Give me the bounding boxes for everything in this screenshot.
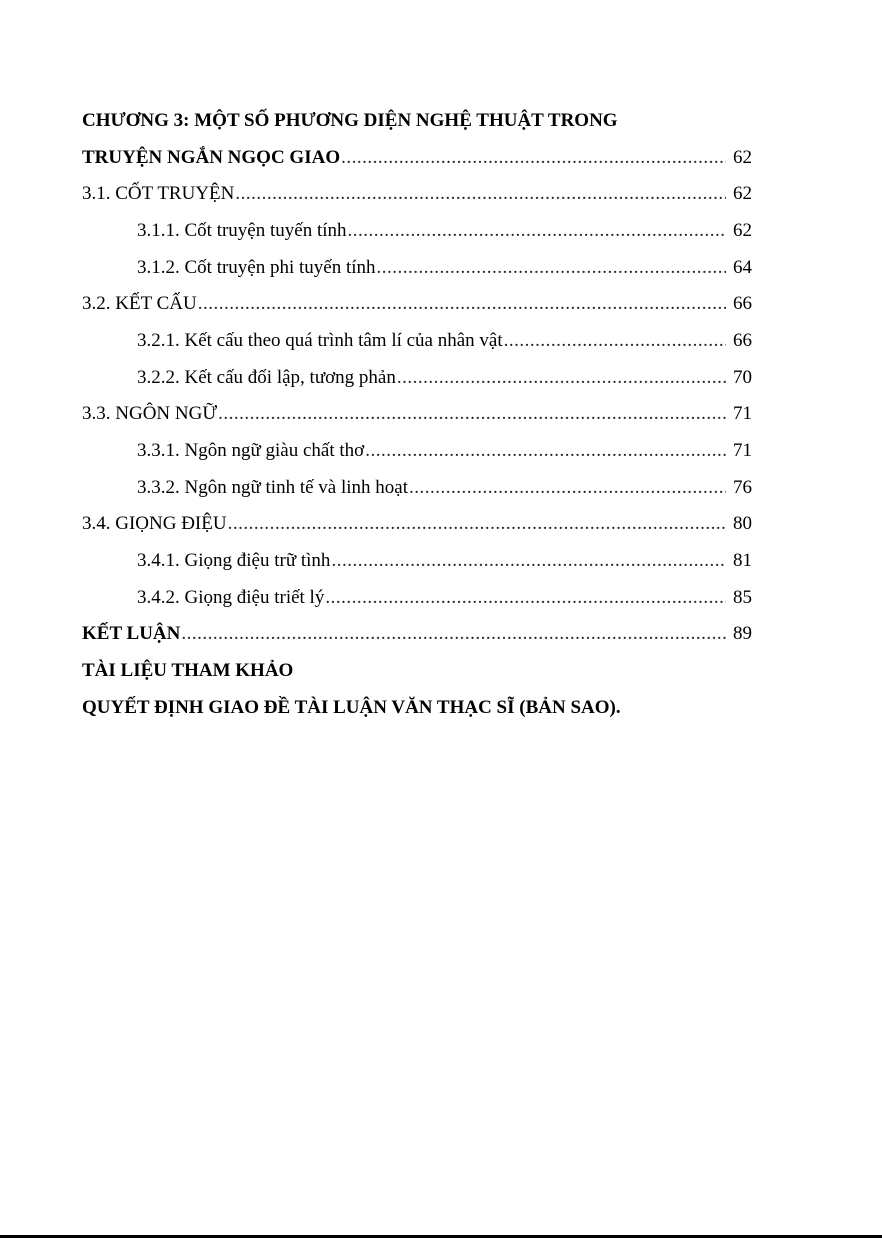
toc-entry[interactable] <box>82 616 752 653</box>
toc-entry[interactable] <box>82 249 752 286</box>
toc-entry-title: 3.2.2. Kết cấu đối lập, tương phản <box>137 366 396 388</box>
toc-entry[interactable] <box>82 359 752 396</box>
toc-dot-leader <box>377 258 726 277</box>
toc-entry-title: 3.3.1. Ngôn ngữ giàu chất thơ <box>137 440 365 462</box>
toc-entry[interactable] <box>82 432 752 469</box>
table-of-contents <box>82 102 752 726</box>
toc-entry[interactable] <box>82 322 752 359</box>
toc-dot-leader <box>397 368 726 387</box>
toc-entry-page: 71 <box>733 403 752 425</box>
toc-dot-leader <box>341 148 726 167</box>
toc-entry-page: 80 <box>733 513 752 535</box>
toc-entry[interactable] <box>82 689 752 726</box>
toc-entry-page: 85 <box>733 586 752 608</box>
toc-dot-leader <box>181 624 726 643</box>
toc-entry-title: TÀI LIỆU THAM KHẢO <box>82 660 294 682</box>
toc-entry[interactable] <box>82 579 752 616</box>
toc-entry-page: 76 <box>733 476 752 498</box>
toc-entry-page: 64 <box>733 256 752 278</box>
toc-entry[interactable] <box>82 506 752 543</box>
toc-entry-title: CHƯƠNG 3: MỘT SỐ PHƯƠNG DIỆN NGHỆ THUẬT TRONG <box>82 109 618 131</box>
toc-entry-page: 62 <box>733 146 752 168</box>
toc-entry[interactable] <box>82 175 752 212</box>
toc-entry-title: 3.1.1. Cốt truyện tuyến tính <box>137 219 347 241</box>
toc-entry-page: 89 <box>733 623 752 645</box>
toc-entry-page: 66 <box>733 329 752 351</box>
toc-entry[interactable] <box>82 139 752 176</box>
toc-entry-page: 62 <box>733 219 752 241</box>
toc-entry-title: 3.3. NGÔN NGỮ <box>82 403 218 425</box>
toc-entry-page: 81 <box>733 550 752 572</box>
toc-dot-leader <box>198 294 726 313</box>
toc-entry-page: 62 <box>733 183 752 205</box>
toc-dot-leader <box>365 441 726 460</box>
toc-entry-page: 71 <box>733 440 752 462</box>
toc-entry-title: 3.3.2. Ngôn ngữ tinh tế và linh hoạt <box>137 476 408 498</box>
toc-entry-title: 3.4.1. Giọng điệu trữ tình <box>137 550 331 572</box>
toc-entry[interactable] <box>82 542 752 579</box>
toc-entry-title: 3.4. GIỌNG ĐIỆU <box>82 513 227 535</box>
toc-entry[interactable] <box>82 469 752 506</box>
toc-dot-leader <box>325 588 726 607</box>
toc-dot-leader <box>348 221 726 240</box>
toc-entry-title: 3.1. CỐT TRUYỆN <box>82 183 235 205</box>
toc-entry-title: QUYẾT ĐỊNH GIAO ĐỀ TÀI LUẬN VĂN THẠC SĨ (BẢN SAO). <box>82 696 621 718</box>
toc-dot-leader <box>331 551 726 570</box>
toc-dot-leader <box>409 478 726 497</box>
toc-entry[interactable] <box>82 285 752 322</box>
toc-entry[interactable] <box>82 212 752 249</box>
toc-entry[interactable] <box>82 396 752 433</box>
toc-entry-title: TRUYỆN NGẮN NGỌC GIAO <box>82 146 341 168</box>
toc-dot-leader <box>235 184 726 203</box>
toc-entry-title: KẾT LUẬN <box>82 623 181 645</box>
toc-entry-title: 3.2.1. Kết cấu theo quá trình tâm lí của nhân vật <box>137 329 503 351</box>
toc-entry-title: 3.2. KẾT CẤU <box>82 293 197 315</box>
toc-entry[interactable] <box>82 102 752 139</box>
toc-dot-leader <box>228 514 726 533</box>
toc-entry-title: 3.1.2. Cốt truyện phi tuyến tính <box>137 256 376 278</box>
toc-entry[interactable] <box>82 652 752 689</box>
toc-entry-title: 3.4.2. Giọng điệu triết lý <box>137 586 325 608</box>
toc-dot-leader <box>218 404 726 423</box>
toc-entry-page: 70 <box>733 366 752 388</box>
toc-entry-page: 66 <box>733 293 752 315</box>
toc-dot-leader <box>504 331 726 350</box>
